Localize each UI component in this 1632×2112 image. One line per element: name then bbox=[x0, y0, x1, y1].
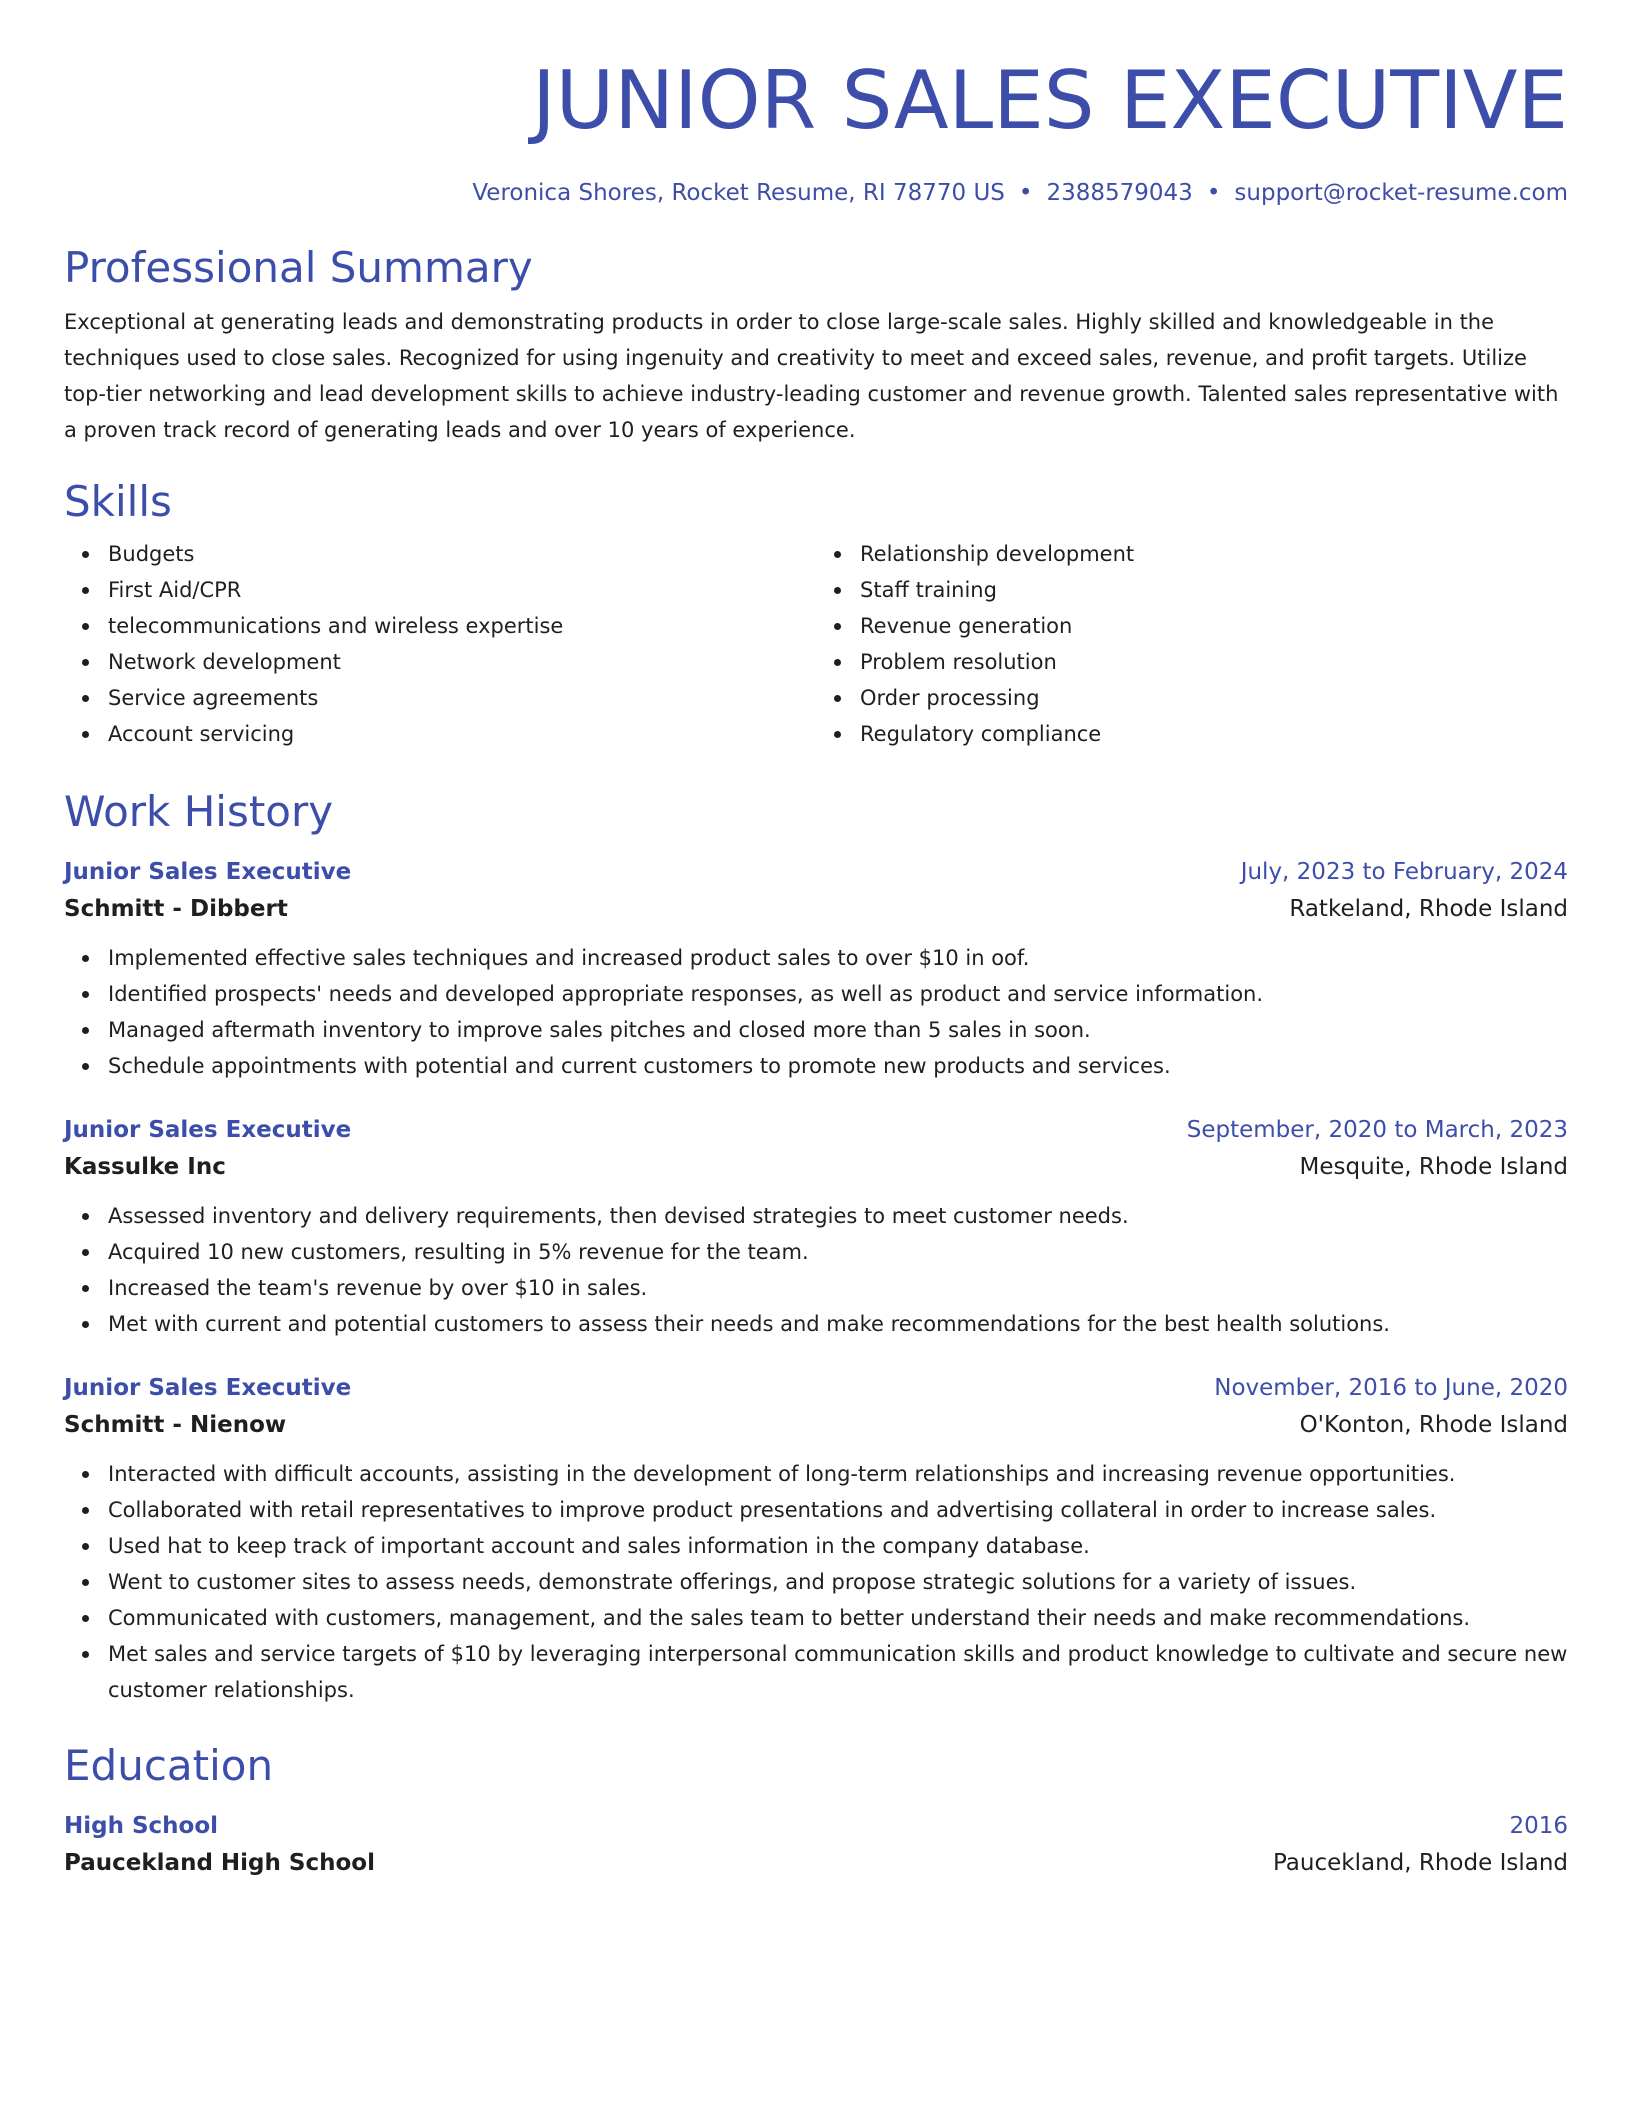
job-bullet: Acquired 10 new customers, resulting in 5% revenue for the team. bbox=[108, 1234, 1568, 1270]
contact-line bbox=[64, 178, 1568, 208]
resume-header bbox=[64, 0, 1568, 208]
job-role: Junior Sales Executive bbox=[64, 1375, 352, 1401]
job-role: Junior Sales Executive bbox=[64, 859, 352, 885]
section-title-education: Education bbox=[64, 1741, 274, 1790]
education-entry bbox=[64, 1808, 1568, 1882]
job-location: Ratkeland, Rhode Island bbox=[1289, 896, 1568, 922]
skill-item: Order processing bbox=[860, 680, 1568, 716]
skill-item: Relationship development bbox=[860, 536, 1568, 572]
job-entry bbox=[64, 854, 1568, 1084]
skill-item: Revenue generation bbox=[860, 608, 1568, 644]
job-location: Mesquite, Rhode Island bbox=[1299, 1154, 1568, 1180]
job-bullet: Increased the team's revenue by over $10 in sales. bbox=[108, 1270, 1568, 1306]
contact-separator: • bbox=[1206, 180, 1221, 206]
education-year: 2016 bbox=[1509, 1813, 1568, 1839]
job-company: Kassulke Inc bbox=[64, 1154, 226, 1180]
job-dates: November, 2016 to June, 2020 bbox=[1214, 1375, 1568, 1401]
section-title-work-history: Work History bbox=[64, 787, 334, 836]
job-role: Junior Sales Executive bbox=[64, 1117, 352, 1143]
job-bullet: Identified prospects' needs and developed appropriate responses, as well as product and service information. bbox=[108, 976, 1568, 1012]
skills-column-right bbox=[816, 536, 1568, 752]
skill-item: First Aid/CPR bbox=[108, 572, 816, 608]
contact-phone: 2388579043 bbox=[1046, 180, 1193, 206]
job-bullet: Communicated with customers, management, and the sales team to better understand their needs and make recommendations. bbox=[108, 1600, 1568, 1636]
skill-item: Budgets bbox=[108, 536, 816, 572]
job-bullet: Met sales and service targets of $10 by leveraging interpersonal communication skills and product knowledge to cultivate and secure new customer relationships. bbox=[108, 1636, 1568, 1708]
education-location: Paucekland, Rhode Island bbox=[1272, 1850, 1568, 1876]
job-bullets bbox=[64, 940, 1568, 1084]
contact-email: support@rocket-resume.com bbox=[1234, 180, 1568, 206]
skill-item: Account servicing bbox=[108, 716, 816, 752]
job-bullet: Managed aftermath inventory to improve sales pitches and closed more than 5 sales in soon. bbox=[108, 1012, 1568, 1048]
job-bullet: Met with current and potential customers to assess their needs and make recommendations for the best health solutions. bbox=[108, 1306, 1568, 1342]
education-school: Paucekland High School bbox=[64, 1850, 375, 1876]
job-company: Schmitt - Nienow bbox=[64, 1412, 287, 1438]
job-bullet: Interacted with difficult accounts, assisting in the development of long-term relationships and increasing revenue opportunities. bbox=[108, 1456, 1568, 1492]
job-dates: July, 2023 to February, 2024 bbox=[1240, 859, 1568, 885]
job-bullets bbox=[64, 1198, 1568, 1342]
skill-item: Staff training bbox=[860, 572, 1568, 608]
job-entry bbox=[64, 1112, 1568, 1342]
skill-item: Regulatory compliance bbox=[860, 716, 1568, 752]
job-bullet: Went to customer sites to assess needs, demonstrate offerings, and propose strategic solutions for a variety of issues. bbox=[108, 1564, 1568, 1600]
summary-text: Exceptional at generating leads and demonstrating products in order to close large-scale sales. Highly skilled and knowledgeable in the techniques used to close sales. Recognized for using ingenuity and creativity to meet and exceed sales, revenue, and profit targets. Utilize top-tier networking and lead development skills to achieve industry-leading customer and revenue growth. Talented sales representative with a proven track record of generating leads and over 10 years of experience. bbox=[64, 310, 1559, 442]
section-title-summary: Professional Summary bbox=[64, 243, 533, 292]
section-title-skills: Skills bbox=[64, 477, 172, 526]
skills-column-left bbox=[64, 536, 816, 752]
skill-item: Network development bbox=[108, 644, 816, 680]
skill-item: Problem resolution bbox=[860, 644, 1568, 680]
job-bullet: Schedule appointments with potential and current customers to promote new products and services. bbox=[108, 1048, 1568, 1084]
skill-item: Service agreements bbox=[108, 680, 816, 716]
job-bullet: Used hat to keep track of important account and sales information in the company database. bbox=[108, 1528, 1568, 1564]
job-location: O'Konton, Rhode Island bbox=[1299, 1412, 1568, 1438]
contact-address: Veronica Shores, Rocket Resume, RI 78770 US bbox=[472, 180, 1005, 206]
job-entry bbox=[64, 1370, 1568, 1708]
job-bullet: Collaborated with retail representatives to improve product presentations and advertising collateral in order to increase sales. bbox=[108, 1492, 1568, 1528]
job-bullet: Assessed inventory and delivery requirements, then devised strategies to meet customer needs. bbox=[108, 1198, 1568, 1234]
job-bullet: Implemented effective sales techniques and increased product sales to over $10 in oof. bbox=[108, 940, 1568, 976]
job-company: Schmitt - Dibbert bbox=[64, 896, 288, 922]
skills-grid bbox=[64, 536, 1568, 752]
education-degree: High School bbox=[64, 1813, 219, 1839]
skill-item: telecommunications and wireless expertise bbox=[108, 608, 816, 644]
job-dates: September, 2020 to March, 2023 bbox=[1186, 1117, 1568, 1143]
job-bullets bbox=[64, 1456, 1568, 1708]
contact-separator: • bbox=[1018, 180, 1033, 206]
page-title: JUNIOR SALES EXECUTIVE bbox=[532, 54, 1568, 147]
